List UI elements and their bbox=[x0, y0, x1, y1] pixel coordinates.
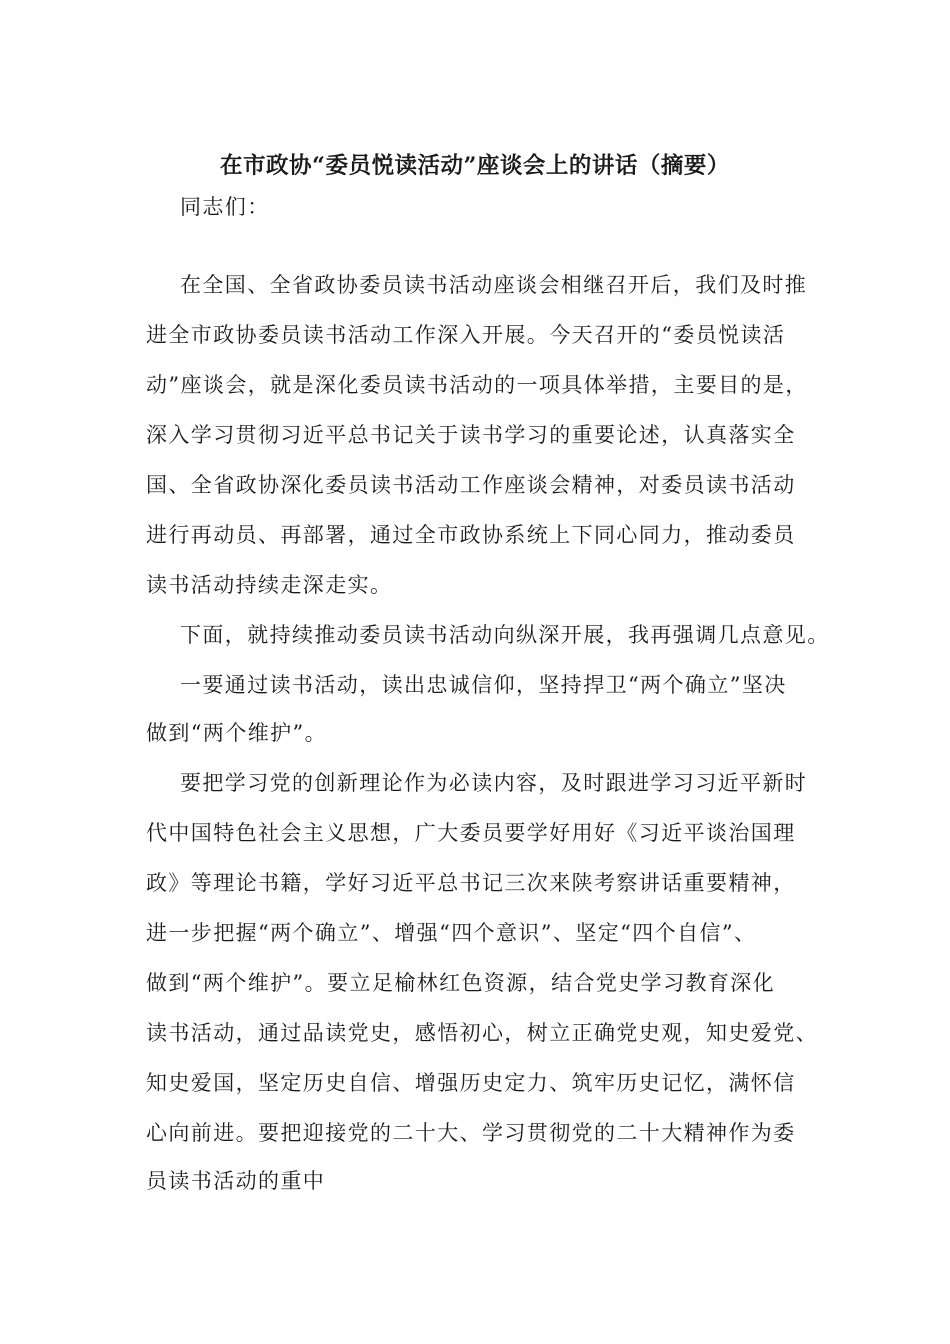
paragraph-line: 知史爱国，坚定历史自信、增强历史定力、筑牢历史记忆，满怀信 bbox=[146, 1071, 796, 1095]
paragraph-line: 代中国特色社会主义思想，广大委员要学好用好《习近平谈治国理 bbox=[146, 821, 796, 845]
paragraph-line: 政》等理论书籍，学好习近平总书记三次来陕考察讲话重要精神， bbox=[146, 871, 796, 895]
paragraph-line: 读书活动，通过品读党史，感悟初心，树立正确党史观，知史爱党、 bbox=[146, 1021, 818, 1045]
paragraph-line: 进一步把握“两个确立”、增强“四个意识”、坚定“四个自信”、 bbox=[146, 921, 757, 945]
salutation: 同志们： bbox=[180, 195, 270, 219]
paragraph-line: 动”座谈会，就是深化委员读书活动的一项具体举措，主要目的是， bbox=[146, 373, 808, 397]
paragraph-line: 员读书活动的重中 bbox=[146, 1169, 326, 1193]
paragraph-line: 做到“两个维护”。 bbox=[146, 721, 328, 745]
paragraph-line: 国、全省政协深化委员读书活动工作座谈会精神，对委员读书活动 bbox=[146, 473, 796, 497]
paragraph-line: 一要通过读书活动，读出忠诚信仰，坚持捍卫“两个确立”坚决 bbox=[180, 673, 787, 697]
paragraph-line: 读书活动持续走深走实。 bbox=[146, 573, 393, 597]
document-title: 在市政协“委员悦读活动”座谈会上的讲话（摘要） bbox=[220, 153, 730, 179]
paragraph-line: 深入学习贯彻习近平总书记关于读书学习的重要论述，认真落实全 bbox=[146, 423, 796, 447]
paragraph-line: 要把学习党的创新理论作为必读内容，及时跟进学习习近平新时 bbox=[180, 771, 808, 795]
paragraph-line: 在全国、全省政协委员读书活动座谈会相继召开后，我们及时推 bbox=[180, 273, 808, 297]
paragraph-line: 做到“两个维护”。要立足榆林红色资源，结合党史学习教育深化 bbox=[146, 971, 776, 995]
paragraph-line: 心向前进。要把迎接党的二十大、学习贯彻党的二十大精神作为委 bbox=[146, 1121, 796, 1145]
paragraph-line: 下面，就持续推动委员读书活动向纵深开展，我再强调几点意见。 bbox=[180, 623, 830, 647]
paragraph-line: 进行再动员、再部署，通过全市政协系统上下同心同力，推动委员 bbox=[146, 523, 796, 547]
paragraph-line: 进全市政协委员读书活动工作深入开展。今天召开的“委员悦读活 bbox=[146, 323, 786, 347]
